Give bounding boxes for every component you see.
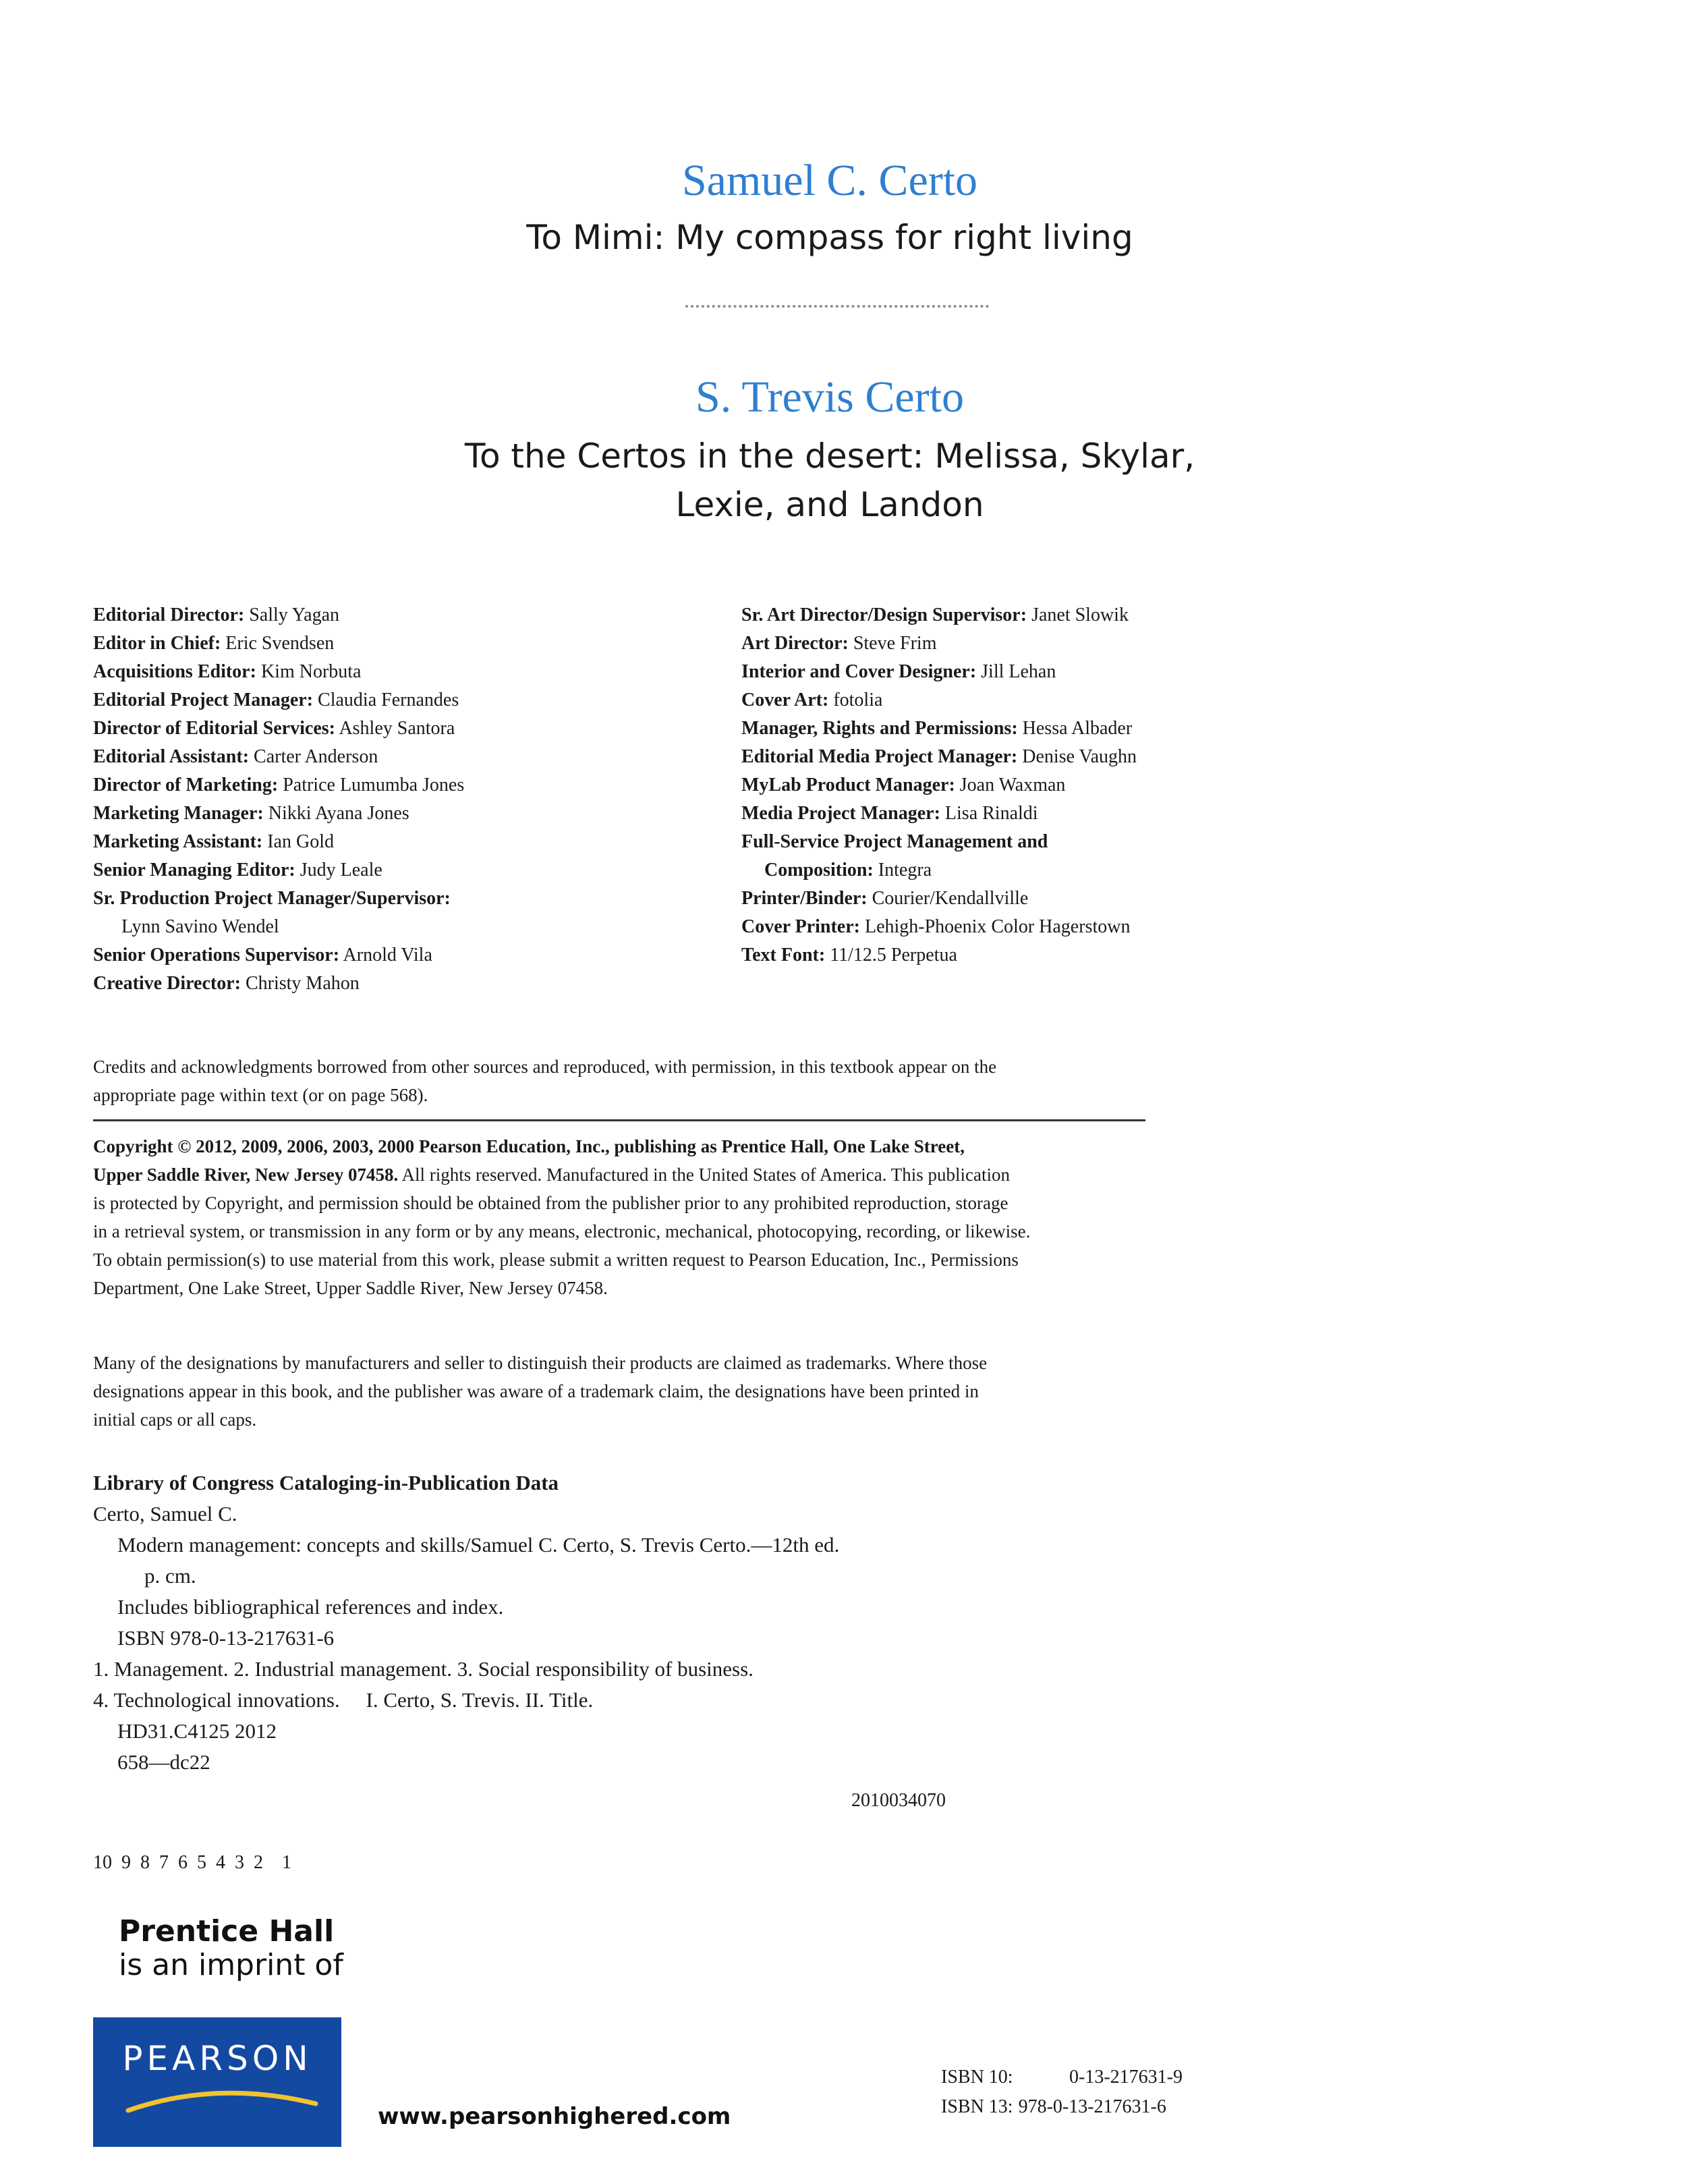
isbn-block <box>941 2063 1183 2122</box>
dedication: To Mimi: My compass for right living <box>526 218 1133 257</box>
imprint-name: Prentice Hall <box>119 1914 335 1949</box>
author-name: Samuel C. Certo <box>681 156 978 205</box>
credit-line: Creative Director: Christy Mahon <box>93 973 360 994</box>
credit-line: Sr. Art Director/Design Supervisor: Janet Slowik <box>741 605 1129 625</box>
lccn: 2010034070 <box>851 1790 946 1811</box>
imprint <box>119 1915 343 1982</box>
isbn-13: ISBN 13: 978-0-13-217631-6 <box>941 2096 1166 2117</box>
credit-line: Composition: Integra <box>764 860 932 880</box>
credit-line: Editorial Assistant: Carter Anderson <box>93 746 378 767</box>
credits-right <box>741 601 1137 970</box>
cip-block: Library of Congress Cataloging-in-Publication Data Certo, Samuel C. Modern management: concepts and skills/Samuel C. Certo, S. Trevis Certo.—12th ed. p. cm. Includes bibliographical references and index. ISBN 978-0-13-217631-6 1. Management. 2. Industrial management. 3. Social responsibility of business. 4. Technological innovations. I. Certo, S. Trevis. II. Title. HD31.C4125 2012 658—dc22 <box>93 1467 839 1778</box>
pearson-logo: PEARSON <box>93 2017 341 2147</box>
website-link[interactable]: www.pearsonhighered.com <box>378 2103 731 2130</box>
credit-line: Art Director: Steve Frim <box>741 633 937 654</box>
credit-line: Cover Printer: Lehigh-Phoenix Color Hagerstown <box>741 916 1131 937</box>
imprint-text: is an imprint of <box>119 1948 343 1982</box>
credit-line: Cover Art: fotolia <box>741 690 883 710</box>
rule <box>93 1119 1145 1121</box>
acknowledgments: Credits and acknowledgments borrowed from other sources and reproduced, with permission, in this textbook appear on the appropriate page within text (or on page 568). <box>93 1057 997 1105</box>
credit-line: Marketing Manager: Nikki Ayana Jones <box>93 803 409 824</box>
credit-line: Sr. Production Project Manager/Supervisor: <box>93 888 451 909</box>
credit-line: Editorial Media Project Manager: Denise Vaughn <box>741 746 1137 767</box>
credit-line: Editor in Chief: Eric Svendsen <box>93 633 335 654</box>
copyright-notice: Copyright © 2012, 2009, 2006, 2003, 2000 Pearson Education, Inc., publishing as Prentice Hall, One Lake Street, Upper Saddle River, New Jersey 07458. All rights reserved. Manufactured in the United States of America. This publication is protected by Copyright, and permission should be obtained from the publisher prior to any prohibited reproduction, storage in a retrieval system, or transmission in any form or by any means, electronic, mechanical, photocopying, recording, or likewise. To obtain permission(s) to use material from this work, please submit a written request to Pearson Education, Inc., Permissions Department, One Lake Street, Upper Saddle River, New Jersey 07458. <box>93 1136 1031 1298</box>
credit-line: Media Project Manager: Lisa Rinaldi <box>741 803 1038 824</box>
divider <box>685 305 989 308</box>
isbn-10: ISBN 10: 0-13-217631-9 <box>941 2067 1183 2088</box>
author-name: S. Trevis Certo <box>695 372 964 422</box>
credit-line: Senior Managing Editor: Judy Leale <box>93 860 382 880</box>
credit-line: MyLab Product Manager: Joan Waxman <box>741 775 1066 795</box>
dedication: To the Certos in the desert: Melissa, Skylar, Lexie, and Landon <box>464 437 1195 524</box>
credit-line: Full-Service Project Management and <box>741 831 1048 852</box>
credit-line: Printer/Binder: Courier/Kendallville <box>741 888 1029 909</box>
credit-line: Director of Editorial Services: Ashley Santora <box>93 718 455 739</box>
credit-line: Lynn Savino Wendel <box>121 916 279 937</box>
credit-line: Text Font: 11/12.5 Perpetua <box>741 945 957 965</box>
trademarks-notice: Many of the designations by manufacturers and seller to distinguish their products are claimed as trademarks. Where those designations appear in this book, and the publisher was aware of a trademark claim, the designations have been printed in initial caps or all caps. <box>93 1353 988 1430</box>
credit-line: Manager, Rights and Permissions: Hessa Albader <box>741 718 1133 739</box>
credits-left <box>93 601 464 998</box>
credit-line: Marketing Assistant: Ian Gold <box>93 831 334 852</box>
credit-line: Director of Marketing: Patrice Lumumba Jones <box>93 775 465 795</box>
cip-title: Library of Congress Cataloging-in-Publication Data <box>93 1471 559 1494</box>
printing-line: 10 9 8 7 6 5 4 3 2 1 <box>93 1852 291 1873</box>
credit-line: Editorial Project Manager: Claudia Fernandes <box>93 690 459 710</box>
credit-line: Interior and Cover Designer: Jill Lehan <box>741 661 1056 682</box>
credit-line: Editorial Director: Sally Yagan <box>93 605 339 625</box>
credit-line: Senior Operations Supervisor: Arnold Vila <box>93 945 432 965</box>
credit-line: Acquisitions Editor: Kim Norbuta <box>93 661 362 682</box>
